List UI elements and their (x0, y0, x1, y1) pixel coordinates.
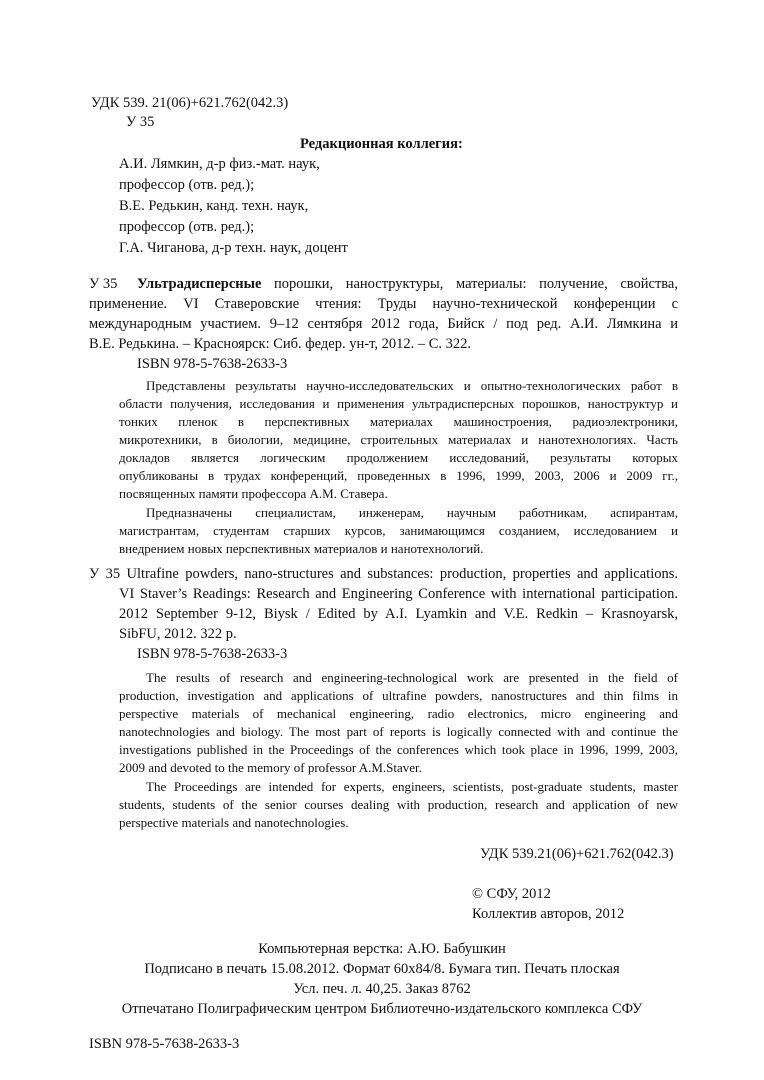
entry-line-en: У 35 Ultrafine powders, nano-structures and substances: production, properties and applications. (89, 566, 678, 582)
audience-line-ru: Предназначены специалистам, инженерам, научным работникам, аспирантам, (146, 505, 678, 520)
isbn-ru: ISBN 978-5-7638-2633-3 (137, 356, 288, 372)
entry-line-ru: применение. VI Ставеровские чтения: Труды научно-технической конференции с (89, 296, 678, 312)
author-mark: У 35 (126, 114, 155, 130)
entry-line-ru: международным участием. 9–12 сентября 2012 года, Бийск / под ред. А.И. Лямкина и (89, 316, 678, 332)
abstract-line-ru: посвященных памяти профессора А.М. Ставера. (119, 486, 388, 501)
abstract-line-en: investigations published in the Proceedings of the conferences which took place in 1996, 1999, 2003, (119, 742, 678, 757)
entry-title-line-ru (137, 276, 678, 293)
entry-title-rest-ru: порошки, наноструктуры, материалы: получение, свойства, (274, 276, 678, 292)
imprint-line: Усл. печ. л. 40,25. Заказ 8762 (293, 981, 471, 997)
entry-line-en: 2012 September 9-12, Biysk / Edited by A.I. Lyamkin and V.E. Redkin – Krasnoyarsk, (119, 606, 678, 622)
copyright-line: © СФУ, 2012 (472, 886, 551, 902)
audience-line-ru: магистрантам, студентам старших курсов, занимающимся созданием, исследованием и (119, 523, 678, 538)
entry-line-en: SibFU, 2012. 322 p. (119, 626, 237, 642)
editorial-line: Г.А. Чиганова, д-р техн. наук, доцент (119, 240, 348, 256)
abstract-line-en: nanotechnologies and biology. The most part of reports is logically connected with and continue the (119, 724, 678, 739)
isbn-bottom: ISBN 978-5-7638-2633-3 (89, 1036, 240, 1052)
editorial-heading: Редакционная коллегия: (300, 136, 463, 152)
editorial-line: А.И. Лямкин, д-р физ.-мат. наук, (119, 156, 320, 172)
abstract-line-ru: опубликованы в трудах конференций, проведенных в 1996, 1999, 2003, 2006 и 2009 гг., (119, 468, 678, 483)
imprint-line: Компьютерная верстка: А.Ю. Бабушкин (258, 941, 506, 957)
isbn-en: ISBN 978-5-7638-2633-3 (137, 646, 288, 662)
abstract-line-en: production, investigation and applications of ultrafine powders, nanostructures and thin films in (119, 688, 678, 703)
copyright-line: Коллектив авторов, 2012 (472, 906, 625, 922)
entry-line-en: VI Staver’s Readings: Research and Engineering Conference with international participation. (119, 586, 678, 602)
abstract-line-en: 2009 and devoted to the memory of professor A.M.Staver. (119, 760, 422, 775)
abstract-line-en: perspective materials of mechanical engineering, radio electronics, micro engineering and (119, 706, 678, 721)
udk-classification: УДК 539. 21(06)+621.762(042.3) (91, 95, 289, 111)
abstract-line-ru: микротехники, в биологии, медицине, строительных материалах и нанотехнологиях. Часть (119, 432, 678, 447)
editorial-line: профессор (отв. ред.); (119, 219, 255, 235)
abstract-line-ru: Представлены результаты научно-исследовательских и опытно-технологических работ в (146, 378, 678, 393)
entry-title-ru: Ультрадисперсные (137, 276, 262, 292)
audience-line-en: The Proceedings are intended for experts, engineers, scientists, post-graduate students, master (146, 779, 678, 794)
entry-line-ru: В.Е. Редькина. – Красноярск: Сиб. федер. ун-т, 2012. – С. 322. (89, 336, 471, 352)
editorial-line: В.Е. Редькин, канд. техн. наук, (119, 198, 309, 214)
imprint-line: Подписано в печать 15.08.2012. Формат 60х84/8. Бумага тип. Печать плоская (144, 961, 620, 977)
abstract-line-ru: области получения, исследования и применения ультрадисперсных порошков, наноструктур и (119, 396, 678, 411)
abstract-line-ru: тонких пленок в перспективных материалах машиностроения, радиоэлектроники, (119, 414, 678, 429)
audience-line-en: perspective materials and nanotechnologies. (119, 815, 349, 830)
audience-line-en: students, students of the senior courses dealing with production, research and application of new (119, 797, 678, 812)
udk-right: УДК 539.21(06)+621.762(042.3) (480, 846, 674, 862)
imprint-line: Отпечатано Полиграфическим центром Библиотечно-издательского комплекса СФУ (121, 1001, 643, 1017)
audience-line-ru: внедрением новых перспективных материалов и нанотехнологий. (119, 541, 484, 556)
abstract-line-en: The results of research and engineering-technological work are presented in the field of (146, 670, 678, 685)
abstract-line-ru: докладов является логическим продолжением исследований, результаты которых (119, 450, 678, 465)
entry-mark-ru: У 35 (89, 276, 118, 292)
editorial-line: профессор (отв. ред.); (119, 177, 255, 193)
